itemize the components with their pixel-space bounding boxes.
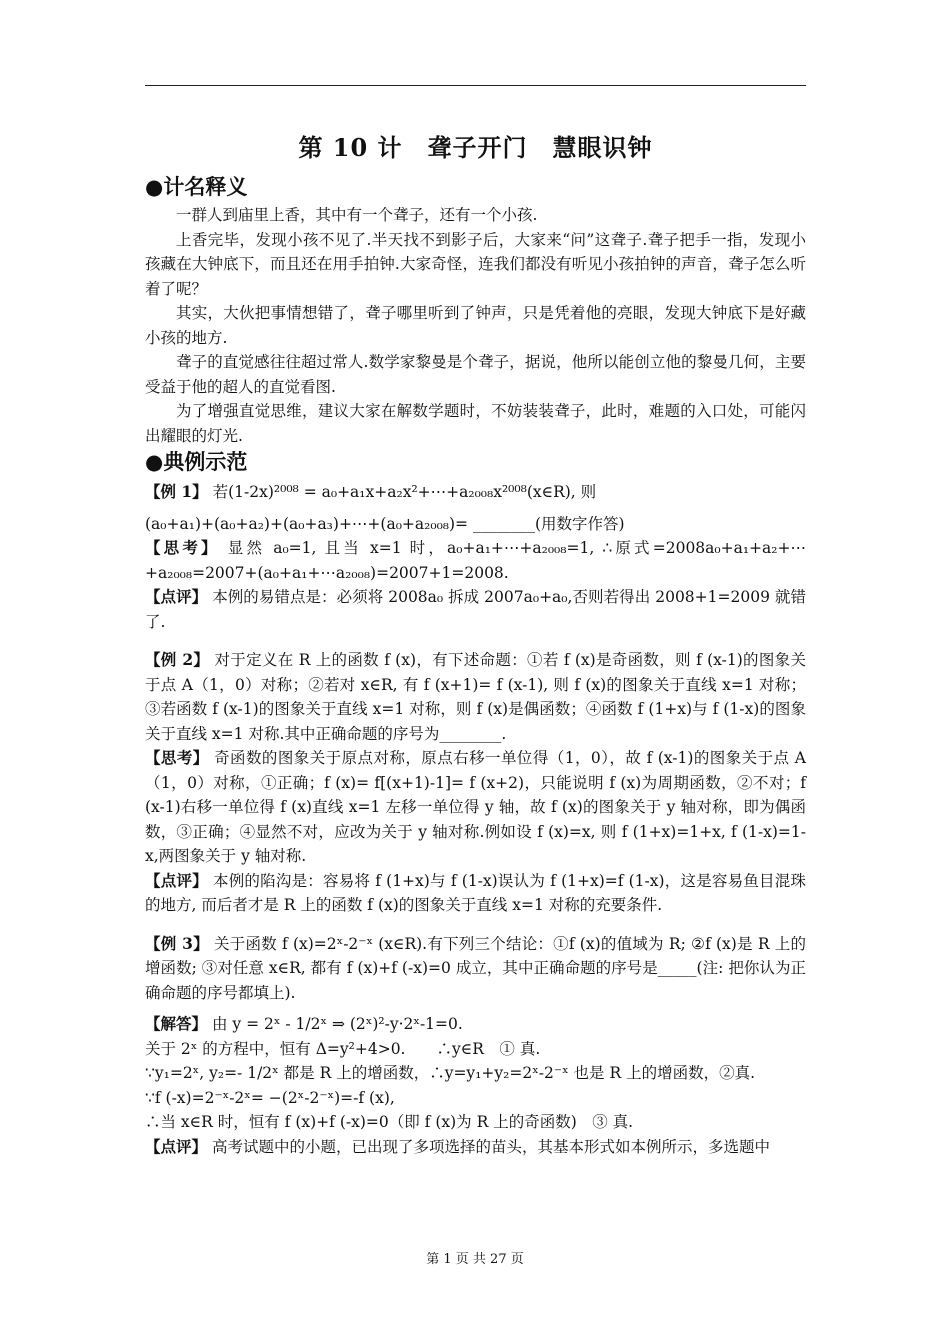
example-2-statement [145,648,806,746]
example-2-comment [145,869,806,918]
example-2-tag: 【例 2】 [145,650,210,669]
example-3-comment [145,1135,806,1160]
paragraph: 为了增强直觉思维，建议大家在解数学题时，不妨装装聋子，此时，难题的入口处，可能闪出耀眼的灯光. [145,402,806,445]
example-1-comment [145,585,806,634]
solve-line: 关于 2ˣ 的方程中，恒有 Δ=y²+4>0. ∴y∈R ① 真. [145,1039,541,1058]
paragraph: 上香完毕，发现小孩不见了.半天找不到影子后，大家来“问”这聋子.聋子把手一指，发现小孩藏在大钟底下，而且还在用手拍钟.大家奇怪，连我们都没有听见小孩拍钟的声音，聋子怎么听着了呢？ [145,230,806,298]
section-heading-examples: ●典例示范 [145,449,248,474]
page-title: 第 10 计 聋子开门 慧眼识钟 [298,133,653,162]
example-3-statement [145,932,806,1006]
page-footer: 第 1 页 共 27 页 [426,1252,524,1267]
solve-line: ∴当 x∈R 时，恒有 f (x)+f (-x)=0（即 f (x)为 R 上的奇函数) ③ 真. [145,1113,634,1131]
example-3-text: 关于函数 f (x)=2ˣ-2⁻ˣ (x∈R).有下列三个结论：①f (x)的值域为 R; ②f (x)是 R 上的增函数; ③对任意 x∈R, 都有 f (x)+f (-x)=0 成立，其中正确命题的序号是_____(注: 把你认为正确命题的序号都填上). [145,934,806,1002]
paragraph: 聋子的直觉感往往超过常人.数学家黎曼是个聋子，据说，他所以能创立他的黎曼几何，主要受益于他的超人的直觉看图. [145,353,806,396]
example-1-tag: 【例 1】 [145,482,208,501]
paragraph: 一群人到庙里上香，其中有一个聋子，还有一个小孩. [176,206,538,224]
paragraph: 其实，大伙把事情想错了，聋子哪里听到了钟声，只是凭着他的亮眼，发现大钟底下是好藏小孩的地方. [145,304,806,347]
example-2-think [145,746,806,869]
example-1-statement [145,480,806,505]
solve-line: ∵f (-x)=2⁻ˣ-2ˣ= −(2ˣ-2⁻ˣ)=-f (x), [145,1088,395,1107]
think-tag: 【思考】 [145,748,209,767]
comment-tag: 【点评】 [145,1136,208,1156]
comment-tag: 【点评】 [145,587,208,606]
comment-text: 高考试题中的小题，已出现了多项选择的苗头，其基本形式如本例所示，多选题中 [211,1137,770,1156]
example-3-tag: 【例 3】 [145,933,209,953]
example-1-think [145,536,806,585]
example-1-line2: (a₀+a₁)+(a₀+a₂)+(a₀+a₃)+⋯+(a₀+a₂₀₀₈)= ________(用数字作答) [145,514,625,533]
solve-tag: 【解答】 [145,1014,208,1033]
think-text: 显然 a₀=1, 且当 x=1 时，a₀+a₁+⋯+a₂₀₀₈=1, ∴原式=2008a₀+a₁+a₂+⋯+a₂₀₀₈=2007+(a₀+a₁+⋯a₂₀₀₈)=2007+1=2008. [145,539,806,582]
section-heading-name-meaning: ●计名释义 [145,174,248,199]
comment-text: 本例的陷沟是：容易将 f (1+x)与 f (1-x)误认为 f (1+x)=f (1-x)，这是容易鱼目混珠的地方, 而后者才是 R 上的函数 f (x)的图象关于直线 x=1 对称的充要条件. [145,871,806,914]
comment-tag: 【点评】 [145,870,208,890]
document-page [145,128,806,1159]
solve-line: 由 y = 2ˣ - 1/2ˣ ⇒ (2ˣ)²-y·2ˣ-1=0. [211,1015,463,1033]
comment-text: 本例的易错点是：必须将 2008a₀ 拆成 2007a₀+a₀,否则若得出 2008+1=2009 就错了. [145,588,806,631]
solve-line: ∵y₁=2ˣ, y₂=- 1/2ˣ 都是 R 上的增函数，∴y=y₁+y₂=2ˣ-2⁻ˣ 也是 R 上的增函数，②真. [145,1064,756,1082]
think-text: 奇函数的图象关于原点对称，原点右移一单位得（1，0），故 f (x-1)的图象关于点 A（1，0）对称，①正确；f (x)= f[(x+1)-1]= f (x+2)，只能说明 f (x)为周期函数，②不对；f (x-1)右移一单位得 f (x)直线 x=1 左移一单位得 y 轴，故 f (x)的图象关于 y 轴对称，即为偶函数，③正确；④显然不对，应改为关于 y 轴对称.例如设 f (x)=x, 则 f (1+x)=1+x, f (1-x)=1-x,两图象关于 y 轴对称. [145,749,806,865]
example-1-line1: 若(1-2x)²⁰⁰⁸ = a₀+a₁x+a₂x²+⋯+a₂₀₀₈x²⁰⁰⁸(x∈R), 则 [212,483,597,501]
example-2-text: 对于定义在 R 上的函数 f (x)，有下述命题：①若 f (x)是奇函数，则 f (x-1)的图象关于点 A（1，0）对称；②若对 x∈R, 有 f (x+1)= f (x-1), 则 f (x)的图象关于直线 x=1 对称；③若函数 f (x-1)的图象关于直线 x=1 对称，则 f (x)是偶函数；④函数 f (1+x)与 f (1-x)的图象关于直线 x=1 对称.其中正确命题的序号为________. [145,651,806,743]
think-tag: 【思考】 [145,538,220,557]
example-3-solve-line [145,1012,806,1037]
header-rule [145,85,806,86]
